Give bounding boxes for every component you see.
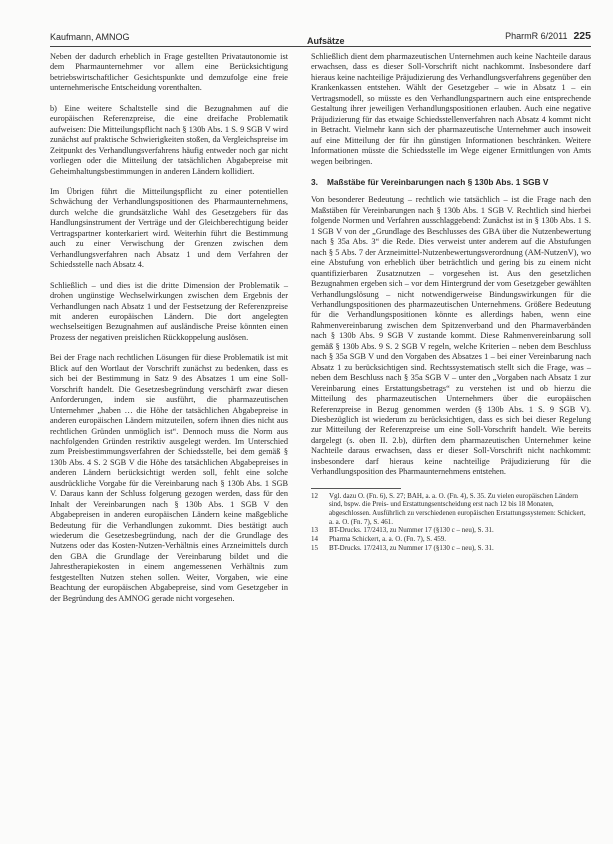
- section-number: 3.: [311, 176, 318, 187]
- footnote: [311, 544, 591, 553]
- running-head-author: Kaufmann, AMNOG: [50, 32, 130, 42]
- paragraph: Im Übrigen führt die Mitteilungspflicht zu einer potentiellen Schwächung der Verhandlungspositionen des Pharmaunternehmens, durch welche die grundsätzliche Wahl des Gesetzgebers für das Handlungsinstrument der Verträge und der Gleichberechtigung beider Vertragspartner konterkariert wird. Weiterhin führt die Bestimmung auch zu einer Verwischung der Grenzen zwischen dem Verhandlungsverfahren nach Absatz 1 und dem Verfahren der Schiedsstelle nach Absatz 4.: [50, 186, 288, 270]
- paragraph: Von besonderer Bedeutung – rechtlich wie tatsächlich – ist die Frage nach den Maßstäben für Vereinbarungen nach § 130b Abs. 1 SGB V. Rechtlich sind hierbei folgende Normen und Verfahren ausschlaggebend: Zunächst ist in § 130b Abs. 1 S. 1 SGB V von der „Grundlage des Beschlusses des GBA über die Nutzenbewertung nach § 35a Abs. 3“ die Rede. Dies verweist unter anderem auf die Abstufungen nach § 5 Abs. 7 der Arzneimittel-Nutzenbewertungsverordnung (AM-NutzenV), wo eine Abstufung von erheblich über beträchtlich und gering bis zu einem nicht quantifizierbaren Zusatznutzen – vorgesehen ist. Aus den gesetzlichen Bezugnahmen ergeben sich – vor dem Hintergrund der vom Gesetzgeber gewählten Verhandlungslösung – nicht notwendigerweise Bindungswirkungen für die Verhandlungspositionen des pharmazeutischen Unternehmens. Größere Bedeutung für die Verhandlungspositionen könnte es allerdings haben, wenn eine Rahmenvereinbarung zwischen dem Spitzenverband und den Pharmaverbänden nach § 130b Abs. 9 SGB V zustande kommt. Diese Rahmenvereinbarung soll gemäß § 130b Abs. 9 S. 2 SGB V regeln, welche Kriterien – neben dem Beschluss nach § 35a SGB V und den Vorgaben des Absatzes 1 – bei einer Vereinbarung nach Absatz 1 zu berücksichtigen sind. Rechtssystematisch stellt sich die Frage, was – neben dem Beschluss nach § 35a SGB V – unter den „Vorgaben nach Absatz 1 zur Vereinbarung eines Erstattungsbetrags“ zu verstehen ist und ob hierzu die Mitteilung des pharmazeutischen Unternehmers über die europäischen Referenzpreise in Bezug genommen werden (§ 130b Abs. 1 S. 9 SGB V). Diesbezüglich ist wiederum zu berücksichtigen, dass es sich bei dieser Regelung zur Mitteilung der Referenzpreise um eine Soll-Vorschrift handelt. Wie bereits dargelegt (s. oben II. 2.b), dürften dem pharmazeutischen Unternehmer keine Nachteile daraus erwachsen, dass er dieser Soll-Vorschrift nicht nachkommt: insbesondere darf hieraus keine nachteilige Präjudizierung für die Verhandlungsposition des Pharmaunternehmens entstehen.: [311, 195, 591, 477]
- paragraph: Schließlich – und dies ist die dritte Dimension der Problematik – drohen ungünstige Wechselwirkungen zwischen dem Ergebnis der Verhandlungen nach Absatz 1 und der Festsetzung der Referenzpreise mit anderen europäischen Ländern. Die dort angelegten wechselseitigen Bezugnahmen auf ausländische Preise könnten einen Prozess der negativen preislichen Rückkoppelung auslösen.: [50, 280, 288, 342]
- footnote-text: BT-Drucks. 17/2413, zu Nummer 17 (§130 c – neu), S. 31.: [329, 526, 494, 535]
- section-heading: [311, 177, 591, 187]
- paragraph: Bei der Frage nach rechtlichen Lösungen für diese Problematik ist mit Blick auf den Wortlaut der Vorschrift zunächst zu bedenken, dass es sich bei der Bestimmung in Satz 9 des Absatzes 1 um eine Soll-Vorschrift handelt. Die Gesetzesbegründung verschärft zwar diesen Anforderungen, indem sie ausführt, die pharmazeutischen Unternehmer „haben … die Höhe der tatsächlichen Abgabepreise in anderen europäischen Ländern mitzuteilen, sofern ihnen dies nicht aus rechtlichen Gründen unmöglich ist“. Dennoch muss die Norm aus nachfolgenden Gründen restriktiv ausgelegt werden. Im Unterschied zum Preisbestimmungsverfahren der Schiedsstelle, bei dem gemäß § 130b Abs. 4 S. 2 SGB V die Höhe des tatsächlichen Abgabepreises in anderen Ländern berücksichtigt werden soll, fehlt eine solche ausdrückliche Vorgabe für die Vereinbarung nach § 130b Abs. 1 SGB V. Daraus kann der Schluss folgerung gezogen werden, dass für den Inhalt der Vereinbarungen nach § 130b Abs. 1 SGB V den Abgabepreisen in anderen europäischen Ländern keine maßgebliche Bedeutung für die Verhandlungen zukommt. Dies bestätigt auch wiederum die Gesetzesbegründung, nach der die Grundlage des Nutzens oder das Kosten-Nutzen-Verhältnis eines Arzneimittels durch den GBA die Grundlage der Vereinbarung bildet und die Jahrestherapiekosten in einem angemessenen Verhältnis zum festgestellten Nutzen stehen sollen. Weiter, Vorgaben, wie eine Beachtung der europäischen Abgabepreise, sind vom Gesetzgeber in der Begründung des AMNOG gerade nicht vorgesehen.: [50, 353, 288, 603]
- left-column: [50, 52, 288, 614]
- footnote-rule: [311, 488, 401, 489]
- footnote-text: Vgl. dazu O. (Fn. 6), S. 27; BAH, a. a. O. (Fn. 4), S. 35. Zu vielen europäischen Ländern sind, bspw. die Preis- und Erstattungsentscheidung erst nach 12 bis 18 Monaten, abgeschlossen. Ausführlich zu verschiedenen europäischen Erstattungssystemen: Schickert, a. a. O. (Fn. 7), S. 461.: [329, 491, 586, 526]
- footnote-number: 13: [311, 526, 318, 535]
- footnote-text: Pharma Schickert, a. a. O. (Fn. 7), S. 459.: [329, 535, 447, 544]
- section-title: Maßstäbe für Vereinbarungen nach § 130b Abs. 1 SGB V: [327, 176, 549, 187]
- footnote: [311, 535, 591, 544]
- journal-name: PharmR 6/2011: [505, 31, 568, 41]
- paragraph: Neben der dadurch erheblich in Frage gestellten Privatautonomie ist dem Pharmaunternehmer vor allem eine Berücksichtigung betriebswirtschaftlicher Gesichtspunkte und demzufolge eine freie unternehmerische Entscheidung vorenthalten.: [50, 52, 288, 93]
- footnote: [311, 492, 591, 527]
- right-column: [311, 52, 591, 553]
- footnote: [311, 526, 591, 535]
- footnotes: [311, 492, 591, 553]
- paragraph: b) Eine weitere Schaltstelle sind die Bezugnahmen auf die europäischen Referenzpreise, die eine dreifache Problematik aufweisen: Die Mitteilungspflicht nach § 130b Abs. 1 S. 9 SGB V wird zunächst auf praktische Schwierigkeiten stoßen, da Vergleichspreise im Zeitpunkt des Verhandlungsverfahrens häufig entweder noch gar nicht vorliegen oder die Mitteilung der tatsächlichen Abgabepreise mit Geheimhaltungsbestimmungen in anderen Ländern kollidiert.: [50, 103, 288, 176]
- page-header: [50, 30, 591, 46]
- footnote-number: 14: [311, 535, 318, 544]
- journal-reference: [505, 30, 591, 42]
- header-rule: [50, 46, 591, 47]
- paragraph: Schließlich dient dem pharmazeutischen Unternehmen auch keine Nachteile daraus erwachsen, dass es dieser Soll-Vorschrift nicht nachkommt. Insbesondere darf hieraus keine nachteilige Präjudizierung des Verhandlungsverfahrens gegenüber den Krankenkassen entstehen. Wählt der Gesetzgeber – wie in Absatz 1 – ein Vertragsmodell, so müsste es den Verhandlungspartnern auch eine entsprechende Gestaltung ihrer jeweiligen Verhandlungspositionen erlauben. Auch eine negative Präjudizierung für das etwaige Schiedsstellenverfahren nach Absatz 4 kommt nicht in Betracht. Vielmehr kann sich der pharmazeutische Unternehmer auch insoweit auf eine Mitteilung der für ihn günstigen Informationen beschränken. Weitere Informationen müsste die Schiedsstelle im Wege eigener Ermittlungen von Amts wegen beibringen.: [311, 52, 591, 166]
- page-number: 225: [573, 30, 591, 42]
- footnote-number: 12: [311, 491, 318, 500]
- footnote-number: 15: [311, 543, 318, 552]
- section-label: Aufsätze: [307, 36, 345, 46]
- footnote-text: BT-Drucks. 17/2413, zu Nummer 17 (§130 c – neu), S. 31.: [329, 543, 494, 552]
